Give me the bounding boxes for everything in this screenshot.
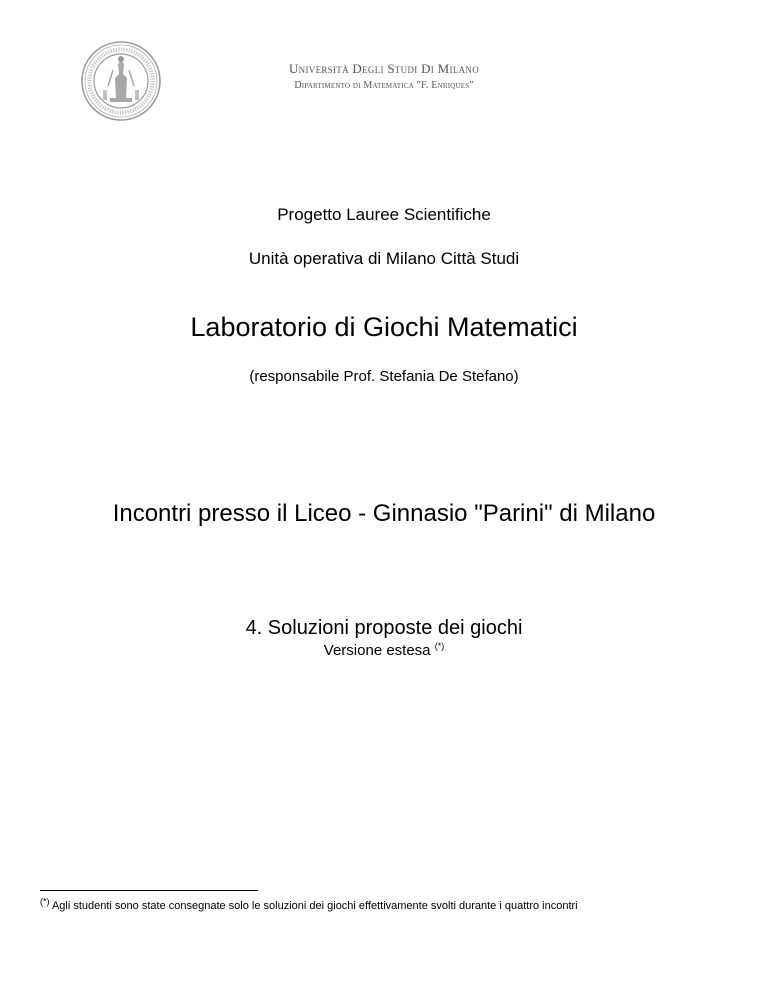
solutions-heading: 4. Soluzioni proposte dei giochi	[245, 617, 523, 639]
footnote	[40, 896, 720, 914]
department-name: Dipartimento di Matematica "F. Enriques"	[294, 80, 474, 91]
footnote-text: Agli studenti sono state consegnate solo le soluzioni dei giochi effettivamente svolti durante i quattro incontri	[51, 900, 578, 912]
meetings-heading: Incontri presso il Liceo - Ginnasio "Parini" di Milano	[112, 500, 656, 527]
footnote-marker: (*)	[40, 896, 50, 907]
project-name: Progetto Lauree Scientifiche	[277, 205, 491, 224]
version-label: Versione estesa	[323, 642, 431, 659]
version-footnote-marker: (*)	[434, 641, 445, 651]
document-title: Laboratorio di Giochi Matematici	[190, 312, 578, 342]
version-line	[0, 642, 768, 659]
responsible-line: (responsabile Prof. Stefania De Stefano)	[249, 368, 519, 385]
university-seal-icon	[80, 40, 162, 122]
university-name: Università Degli Studi Di Milano	[288, 61, 480, 76]
footnote-divider	[40, 890, 258, 891]
operative-unit: Unità operativa di Milano Città Studi	[248, 249, 520, 268]
